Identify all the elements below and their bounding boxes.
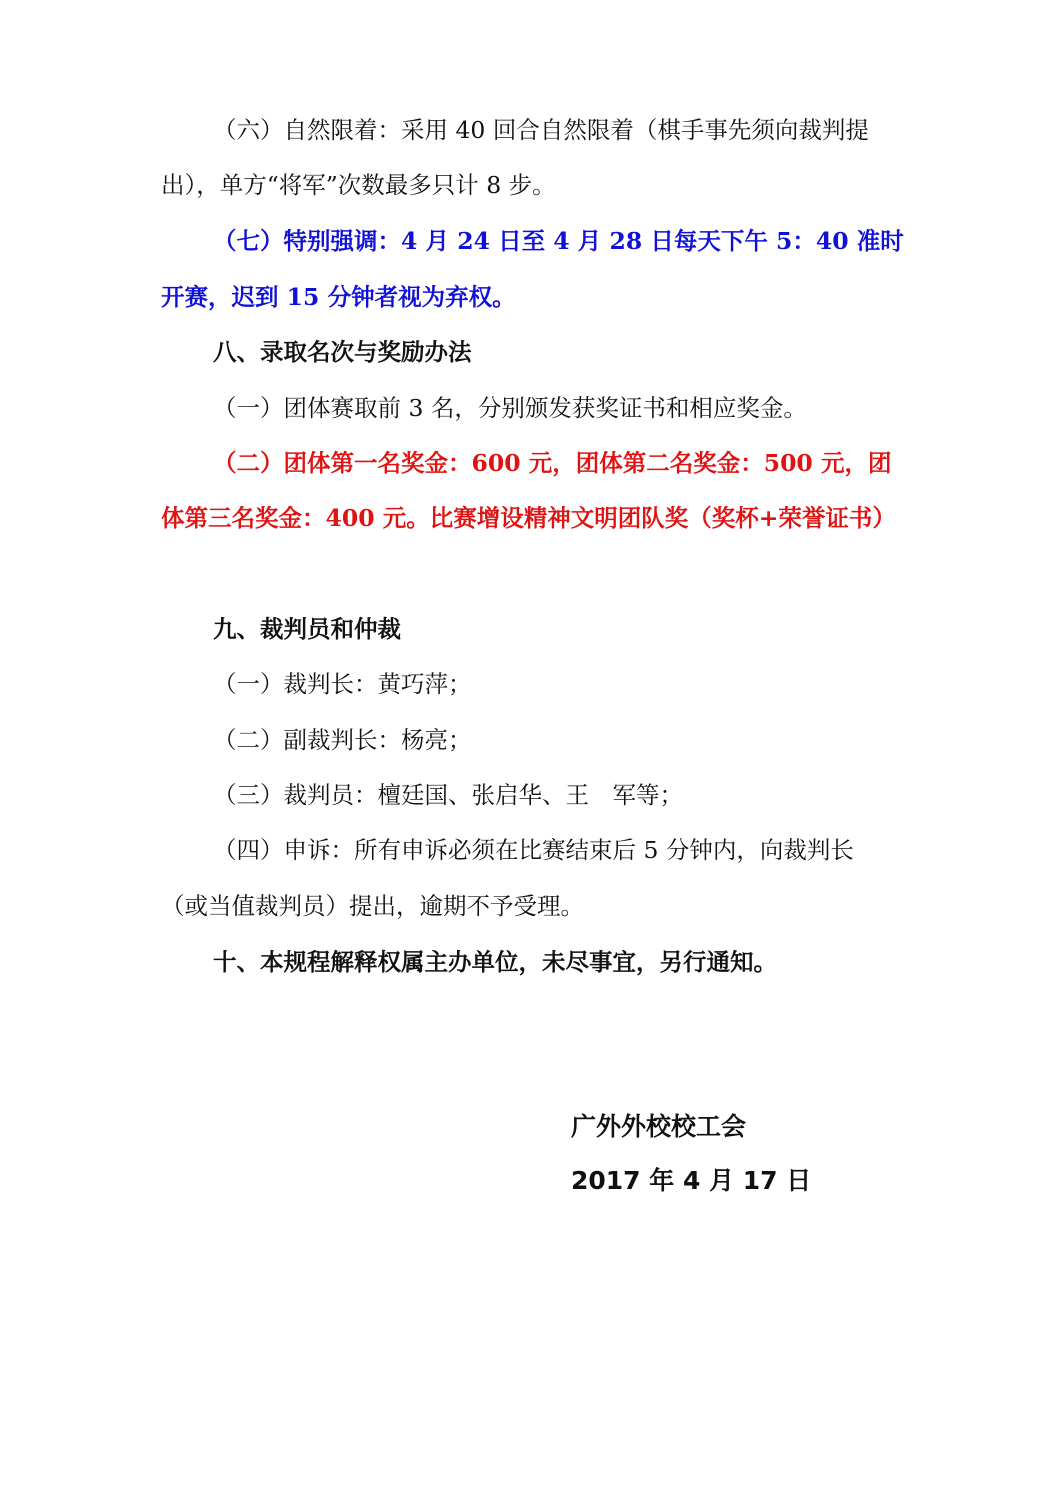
section-8-item-1: （一）团体赛取前 3 名，分别颁发获奖证书和相应奖金。 (213, 394, 807, 422)
section-9-item-4-line-1: （四）申诉：所有申诉必须在比赛结束后 5 分钟内，向裁判长 (213, 836, 854, 864)
section-9-item-1: （一）裁判长：黄巧萍； (213, 670, 472, 698)
section-8-heading: 八、录取名次与奖励办法 (213, 338, 472, 366)
section-9-item-3: （三）裁判员：檀廷国、张启华、王 军等； (213, 781, 683, 809)
clause-6-line-2: 出），单方“将军”次数最多只计 8 步。 (161, 171, 556, 199)
section-10-heading: 十、本规程解释权属主办单位，未尽事宜，另行通知。 (213, 948, 777, 976)
clause-7-line-2: 开赛，迟到 15 分钟者视为弃权。 (161, 283, 516, 311)
clause-6-line-1: （六）自然限着：采用 40 回合自然限着（棋手事先须向裁判提 (213, 116, 869, 144)
clause-7-line-1: （七）特别强调：4 月 24 日至 4 月 28 日每天下午 5：40 准时 (213, 227, 904, 255)
section-9-item-2: （二）副裁判长：杨亮； (213, 726, 472, 754)
signature-date: 2017 年 4 月 17 日 (571, 1166, 812, 1195)
section-8-item-2-line-2: 体第三名奖金：400 元。比赛增设精神文明团队奖（奖杯+荣誉证书） (161, 504, 896, 532)
section-8-item-2-line-1: （二）团体第一名奖金：600 元，团体第二名奖金：500 元，团 (213, 449, 892, 477)
signature-organization: 广外外校校工会 (571, 1112, 747, 1141)
section-9-item-4-line-2: （或当值裁判员）提出，逾期不予受理。 (161, 892, 584, 920)
section-9-heading: 九、裁判员和仲裁 (213, 615, 401, 643)
